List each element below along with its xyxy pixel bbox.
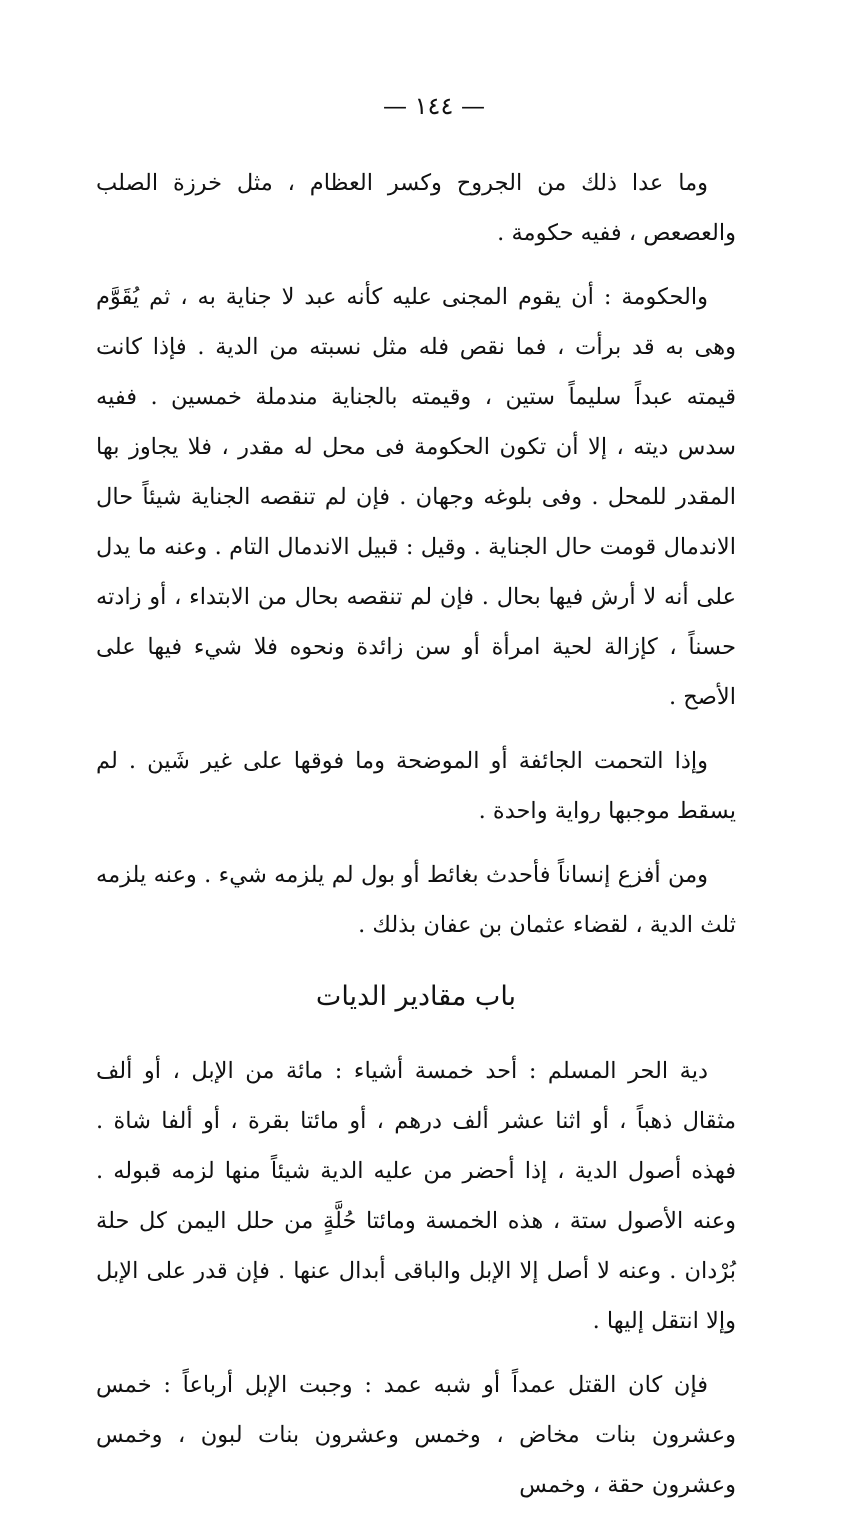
paragraph-intentional-killing: فإن كان القتل عمداً أو شبه عمد : وجبت الإبل أرباعاً : خمس وعشرون بنات مخاض ، وخمس وعشرون بنات لبون ، وخمس وعشرون حقة ، وخمس: [96, 1372, 736, 1498]
paragraph-wounds: وما عدا ذلك من الجروح وكسر العظام ، مثل خرزة الصلب والعصعص ، ففيه حكومة .: [96, 170, 736, 246]
paragraph-frightening: ومن أفزع إنساناً فأحدث بغائط أو بول لم يلزمه شيء . وعنه يلزمه ثلث الدية ، لقضاء عثمان بن عفان بذلك .: [96, 862, 736, 938]
paragraph-healed-wound: وإذا التحمت الجائفة أو الموضحة وما فوقها على غير شَين . لم يسقط موجبها رواية واحدة .: [96, 748, 736, 824]
page-number: — ١٤٤ —: [383, 92, 485, 120]
page-body: [96, 158, 736, 1524]
section-heading: باب مقادير الديات: [315, 981, 517, 1012]
paragraph-hukuma: والحكومة : أن يقوم المجنى عليه كأنه عبد لا جناية به ، ثم يُقَوَّم وهى به قد برأت ، فما نقص فله مثل نسبته من الدية . فإذا كانت قيمته عبداً سليماً ستين ، وقيمته بالجناية مندملة خمسين . ففيه سدس ديته ، إلا أن تكون الحكومة فى محل له مقدر ، فلا يجاوز بها المقدر للمحل . وفى بلوغه وجهان . فإن لم تنقصه الجناية شيئاً حال الاندمال قومت حال الجناية . وقيل : قبيل الاندمال التام . وعنه ما يدل على أنه لا أرش فيها بحال . فإن لم تنقصه بحال من الابتداء ، أو زادته حسناً ، كإزالة لحية امرأة أو سن زائدة ونحوه فلا شيء فيها على الأصح .: [96, 284, 736, 710]
paragraph-diya-amounts: دية الحر المسلم : أحد خمسة أشياء : مائة من الإبل ، أو ألف مثقال ذهباً ، أو اثنا عشر ألف درهم ، أو مائتا بقرة ، أو ألفا شاة . فهذه أصول الدية ، إذا أحضر من عليه الدية شيئاً منها لزمه قبوله . وعنه الأصول ستة ، هذه الخمسة ومائتا حُلَّةٍ من حلل اليمن كل حلة بُرْدان . وعنه لا أصل إلا الإبل والباقى أبدال عنها . فإن قدر على الإبل وإلا انتقل إليها .: [96, 1058, 736, 1334]
